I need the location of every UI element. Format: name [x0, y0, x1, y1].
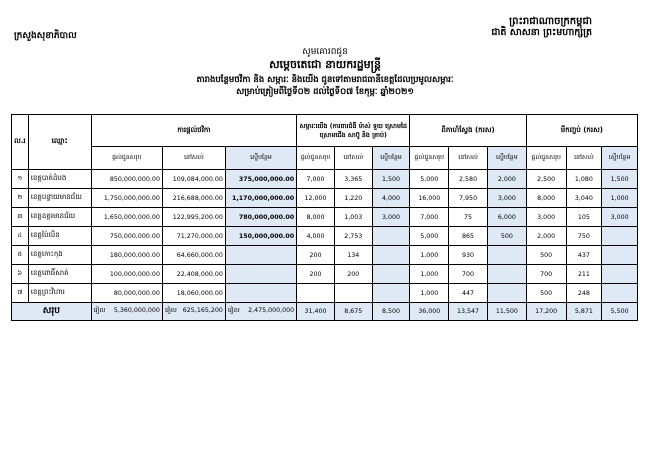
total-masks-request: 11,500: [487, 303, 526, 321]
total-budget-request-value: 2,475,000,000: [248, 307, 295, 314]
materials-remaining: 200: [334, 265, 372, 284]
materials-provided: 200: [297, 246, 335, 265]
table-row: [12, 246, 638, 265]
row-no: ៧: [12, 284, 29, 303]
materials-provided: 8,000: [297, 208, 335, 227]
budget-remaining: 216,688,000.00: [162, 189, 225, 208]
materials-request: 1,500: [372, 170, 410, 189]
gloves-request: 1,000: [602, 189, 638, 208]
masks-provided: 1,000: [410, 265, 449, 284]
materials-request: 3,000: [372, 208, 410, 227]
materials-request: [372, 246, 410, 265]
masks-remaining: 930: [449, 246, 488, 265]
currency-label: រៀល: [227, 307, 240, 314]
masks-provided: 1,000: [410, 246, 449, 265]
budget-remaining: 18,060,000.00: [162, 284, 225, 303]
masks-remaining: 7,950: [449, 189, 488, 208]
total-budget-provided-value: 5,360,000,000: [113, 307, 160, 314]
masks-request: 2,000: [487, 170, 526, 189]
masks-group-header: ពិភាហ៍ស្វែង (ករស): [410, 115, 526, 147]
materials-remaining: 3,365: [334, 170, 372, 189]
materials-provided: 4,000: [297, 227, 335, 246]
budget-provided: 750,000,000.00: [91, 227, 162, 246]
masks-remaining: 865: [449, 227, 488, 246]
masks-provided: 5,000: [410, 227, 449, 246]
province-name: ខេត្តឧត្តរមានជ័យ: [28, 208, 91, 227]
province-name: ខេត្តពោធិ៍សាត់: [28, 265, 91, 284]
gloves-request: [602, 265, 638, 284]
table-row: [12, 265, 638, 284]
table-row: [12, 170, 638, 189]
gloves-provided: 2,000: [526, 227, 566, 246]
budget-provided: 1,750,000,000.00: [91, 189, 162, 208]
masks-provided: 7,000: [410, 208, 449, 227]
col-no-header: ល.រ: [12, 115, 29, 170]
gloves-remaining: 437: [566, 246, 602, 265]
total-budget-remaining: [162, 303, 225, 321]
gloves-provided-header: ផ្តល់ជូនសរុប: [526, 147, 566, 170]
budget-remaining: 109,084,000.00: [162, 170, 225, 189]
materials-provided: [297, 284, 335, 303]
national-motto: ជាតិ សាសនា ព្រះមហាក្សត្រ: [491, 27, 592, 38]
row-no: ៥: [12, 246, 29, 265]
gloves-request-header: ស្នើបន្ថែម: [602, 147, 638, 170]
total-gloves-provided: 17,200: [526, 303, 566, 321]
total-masks-provided: 36,000: [410, 303, 449, 321]
budget-request: 150,000,000.00: [225, 227, 296, 246]
budget-request: [225, 246, 296, 265]
budget-request: [225, 284, 296, 303]
materials-request: [372, 284, 410, 303]
gloves-group-header: មីកញ្ជប់ (ករស): [526, 115, 637, 147]
gloves-request: [602, 227, 638, 246]
masks-request: [487, 265, 526, 284]
materials-remaining: 1,003: [334, 208, 372, 227]
document-subtitle: សម្រាប់ត្រៀមពីថ្ងៃទី០២ ដល់ថ្ងៃទី០៧ ខែកុម្ភៈ ឆ្នាំ២០២១: [236, 87, 414, 97]
kingdom-heading: ព្រះរាជាណាចក្រកម្ពុជា: [509, 16, 592, 27]
table-row: [12, 189, 638, 208]
salutation: សូមគោរពជូន: [302, 47, 348, 57]
gloves-provided: 2,500: [526, 170, 566, 189]
col-name-header: ឈ្មោះ: [28, 115, 91, 170]
province-name: ខេត្តបាត់ដំបង: [28, 170, 91, 189]
budget-group-header: ការផ្តល់ថវិកា: [91, 115, 297, 147]
total-label: សរុប: [12, 303, 92, 321]
budget-remaining: 71,270,000.00: [162, 227, 225, 246]
province-name: ខេត្តព្រះវិហារ: [28, 284, 91, 303]
gloves-remaining: 3,040: [566, 189, 602, 208]
row-no: ៦: [12, 265, 29, 284]
budget-provided: 180,000,000.00: [91, 246, 162, 265]
materials-provided-header: ផ្តល់ជូនសរុប: [297, 147, 335, 170]
materials-group-header: សម្ភារៈយើង (ការពារជំងឺ ម៉ាស់ ទួយ ស្រោមដៃ ស្រោមជើង សាប៊ូ និង គ្រាប់): [297, 115, 410, 147]
budget-provided: 1,650,000,000.00: [91, 208, 162, 227]
materials-remaining: 2,753: [334, 227, 372, 246]
materials-provided: 200: [297, 265, 335, 284]
gloves-request: [602, 284, 638, 303]
gloves-remaining: 248: [566, 284, 602, 303]
materials-provided: 7,000: [297, 170, 335, 189]
budget-request: 780,000,000.00: [225, 208, 296, 227]
budget-remaining: 64,660,000.00: [162, 246, 225, 265]
masks-request: 500: [487, 227, 526, 246]
total-gloves-remaining: 5,871: [566, 303, 602, 321]
province-name: ខេត្តបន្ទាយមានជ័យ: [28, 189, 91, 208]
masks-request-header: ស្នើបន្ថែម: [487, 147, 526, 170]
addressee: សម្តេចតេជោ នាយករដ្ឋមន្ត្រី: [269, 58, 381, 71]
masks-request: [487, 246, 526, 265]
materials-request: [372, 265, 410, 284]
masks-remaining: 700: [449, 265, 488, 284]
budget-provided: 850,000,000.00: [91, 170, 162, 189]
masks-remaining: 447: [449, 284, 488, 303]
materials-provided: 12,000: [297, 189, 335, 208]
masks-remaining: 2,580: [449, 170, 488, 189]
table-row: [12, 284, 638, 303]
total-row: [12, 303, 638, 321]
masks-provided: 16,000: [410, 189, 449, 208]
gloves-request: 1,500: [602, 170, 638, 189]
budget-request: [225, 265, 296, 284]
budget-request: 375,000,000.00: [225, 170, 296, 189]
gloves-request: 3,000: [602, 208, 638, 227]
materials-remaining: 1,220: [334, 189, 372, 208]
total-materials-provided: 31,400: [297, 303, 335, 321]
gloves-provided: 500: [526, 284, 566, 303]
budget-provided: 80,000,000.00: [91, 284, 162, 303]
budget-request: 1,170,000,000.00: [225, 189, 296, 208]
masks-provided: 5,000: [410, 170, 449, 189]
ministry-name: ក្រសួងសុខាភិបាល: [14, 31, 77, 41]
masks-remaining: 75: [449, 208, 488, 227]
materials-remaining-header: នៅសល់: [334, 147, 372, 170]
masks-remaining-header: នៅសល់: [449, 147, 488, 170]
total-budget-provided: [91, 303, 162, 321]
masks-provided: 1,000: [410, 284, 449, 303]
masks-provided-header: ផ្តល់ជូនសរុប: [410, 147, 449, 170]
row-no: ២: [12, 189, 29, 208]
total-materials-request: 8,500: [372, 303, 410, 321]
row-no: ៣: [12, 208, 29, 227]
total-budget-remaining-value: 625,165,200: [182, 307, 223, 314]
gloves-request: [602, 246, 638, 265]
materials-remaining: [334, 284, 372, 303]
province-name: ខេត្តប៉ៃលិន: [28, 227, 91, 246]
gloves-remaining: 1,080: [566, 170, 602, 189]
total-masks-remaining: 13,547: [449, 303, 488, 321]
gloves-provided: 500: [526, 246, 566, 265]
masks-request: 3,000: [487, 189, 526, 208]
budget-provided: 100,000,000.00: [91, 265, 162, 284]
budget-remaining: 22,408,000.00: [162, 265, 225, 284]
document-title: តារាងបន្ថែមថវិកា និង សម្ភារៈ និងយើង ជូនទៅតាមរាជធានីខេត្តដែលប្រមូលសម្ភារៈ: [196, 75, 454, 85]
gloves-remaining: 750: [566, 227, 602, 246]
gloves-remaining: 105: [566, 208, 602, 227]
gloves-remaining-header: នៅសល់: [566, 147, 602, 170]
gloves-provided: 8,000: [526, 189, 566, 208]
table-row: [12, 208, 638, 227]
province-name: ខេត្តកោះកុង: [28, 246, 91, 265]
materials-request: [372, 227, 410, 246]
table-row: [12, 227, 638, 246]
row-no: ៤: [12, 227, 29, 246]
gloves-provided: 700: [526, 265, 566, 284]
total-gloves-request: 5,500: [602, 303, 638, 321]
budget-remaining: 122,995,200.00: [162, 208, 225, 227]
budget-request-header: ស្នើបន្ថែម: [225, 147, 296, 170]
masks-request: [487, 284, 526, 303]
budget-remaining-header: នៅសល់: [162, 147, 225, 170]
budget-provided-header: ផ្តល់ជូនសរុប: [91, 147, 162, 170]
total-budget-request: [225, 303, 296, 321]
masks-request: 6,000: [487, 208, 526, 227]
row-no: ១: [12, 170, 29, 189]
materials-remaining: 134: [334, 246, 372, 265]
gloves-provided: 3,000: [526, 208, 566, 227]
total-materials-remaining: 8,675: [334, 303, 372, 321]
materials-request: 4,000: [372, 189, 410, 208]
supply-table: [11, 114, 638, 321]
currency-label: រៀល: [93, 307, 106, 314]
materials-request-header: ស្នើបន្ថែម: [372, 147, 410, 170]
gloves-remaining: 211: [566, 265, 602, 284]
currency-label: រៀល: [164, 307, 177, 314]
